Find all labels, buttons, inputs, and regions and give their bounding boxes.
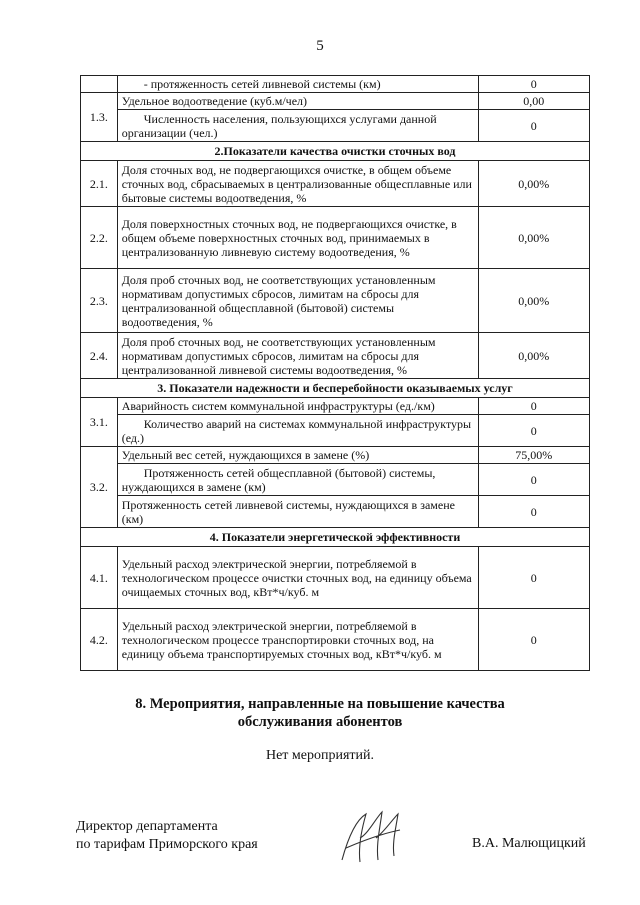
signatory-position <box>76 818 258 854</box>
indicator-value: 0,00% <box>478 269 589 333</box>
section-title: 2.Показатели качества очистки сточных вод <box>81 142 590 161</box>
indicator-value: 0 <box>478 398 589 415</box>
row-number: 3.1. <box>81 398 118 447</box>
table-row <box>81 496 590 528</box>
no-measures-note: Нет мероприятий. <box>265 748 375 763</box>
indicator-value: 0 <box>478 415 589 447</box>
handwritten-signature <box>336 808 406 868</box>
row-number: 4.2. <box>81 609 118 671</box>
table-row <box>81 609 590 671</box>
indicator-value: 0,00% <box>478 333 589 379</box>
row-number: 2.3. <box>81 269 118 333</box>
position-line: по тарифам Приморского края <box>76 837 258 852</box>
indicator-text: Доля проб сточных вод, не соответствующих установленным нормативам допустимых сбросов, лимитам на сбросы для централизованной общесплавной (бытовой) системы водоотведения, % <box>117 269 478 333</box>
indicator-value: 0 <box>478 464 589 496</box>
indicator-text: Доля поверхностных сточных вод, не подвергающихся очистке, в общем объеме поверхностных сточных вод, принимаемых в централизованную ливневую систему водоотведения, % <box>117 207 478 269</box>
indicator-text: Удельное водоотведение (куб.м/чел) <box>117 93 478 110</box>
indicator-text: Удельный вес сетей, нуждающихся в замене (%) <box>117 447 478 464</box>
table-row <box>81 110 590 142</box>
indicator-value: 0 <box>478 496 589 528</box>
table-row <box>81 76 590 93</box>
table-row <box>81 547 590 609</box>
indicator-text: Протяженность сетей общесплавной (бытовой) системы, нуждающихся в замене (км) <box>117 464 478 496</box>
section-8-heading <box>0 695 640 731</box>
signatory-name: В.А. Малющицкий <box>472 836 586 851</box>
table-row <box>81 398 590 415</box>
indicator-text: Удельный расход электрической энергии, потребляемой в технологическом процессе транспортировки сточных вод, на единицу объема транспортируемых сточных вод, кВт*ч/куб. м <box>117 609 478 671</box>
table-row <box>81 161 590 207</box>
indicator-value: 0 <box>478 110 589 142</box>
section-title: 3. Показатели надежности и бесперебойности оказываемых услуг <box>81 379 590 398</box>
heading-line: 8. Мероприятия, направленные на повышение качества <box>135 696 505 712</box>
indicator-text: Доля проб сточных вод, не соответствующих установленным нормативам допустимых сбросов, лимитам на сбросы для централизованной ливневой системы водоотведения, % <box>117 333 478 379</box>
row-number: 2.1. <box>81 161 118 207</box>
indicator-value: 0 <box>478 547 589 609</box>
indicator-text: Доля сточных вод, не подвергающихся очистке, в общем объеме сточных вод, сбрасываемых в централизованные общесплавные или бытовые системы водоотведения, % <box>117 161 478 207</box>
indicator-value: 0,00 <box>478 93 589 110</box>
row-number: 1.3. <box>81 93 118 142</box>
indicator-text: Аварийность систем коммунальной инфраструктуры (ед./км) <box>117 398 478 415</box>
table-row <box>81 415 590 447</box>
indicator-text: Количество аварий на системах коммунальной инфраструктуры (ед.) <box>117 415 478 447</box>
table-row <box>81 333 590 379</box>
indicators-table <box>80 75 590 671</box>
row-number <box>81 76 118 93</box>
row-number: 4.1. <box>81 547 118 609</box>
indicator-value: 0 <box>478 76 589 93</box>
row-number: 2.2. <box>81 207 118 269</box>
indicator-value: 75,00% <box>478 447 589 464</box>
heading-line: обслуживания абонентов <box>237 714 403 730</box>
section-title: 4. Показатели энергетической эффективности <box>81 528 590 547</box>
section-header <box>81 142 590 161</box>
row-number: 2.4. <box>81 333 118 379</box>
section-header <box>81 528 590 547</box>
table-row <box>81 269 590 333</box>
table-row <box>81 464 590 496</box>
row-number: 3.2. <box>81 447 118 528</box>
page-number: 5 <box>316 38 324 54</box>
indicator-text: Удельный расход электрической энергии, потребляемой в технологическом процессе очистки сточных вод, на единицу объема очищаемых сточных вод, кВт*ч/куб. м <box>117 547 478 609</box>
indicator-text: Протяженность сетей ливневой системы, нуждающихся в замене (км) <box>117 496 478 528</box>
table-row <box>81 447 590 464</box>
indicator-value: 0,00% <box>478 207 589 269</box>
indicator-value: 0 <box>478 609 589 671</box>
indicator-text: Численность населения, пользующихся услугами данной организации (чел.) <box>117 110 478 142</box>
indicator-text: - протяженность сетей ливневой системы (км) <box>117 76 478 93</box>
table-row <box>81 207 590 269</box>
section-header <box>81 379 590 398</box>
indicator-value: 0,00% <box>478 161 589 207</box>
table-row <box>81 93 590 110</box>
position-line: Директор департамента <box>76 819 218 834</box>
